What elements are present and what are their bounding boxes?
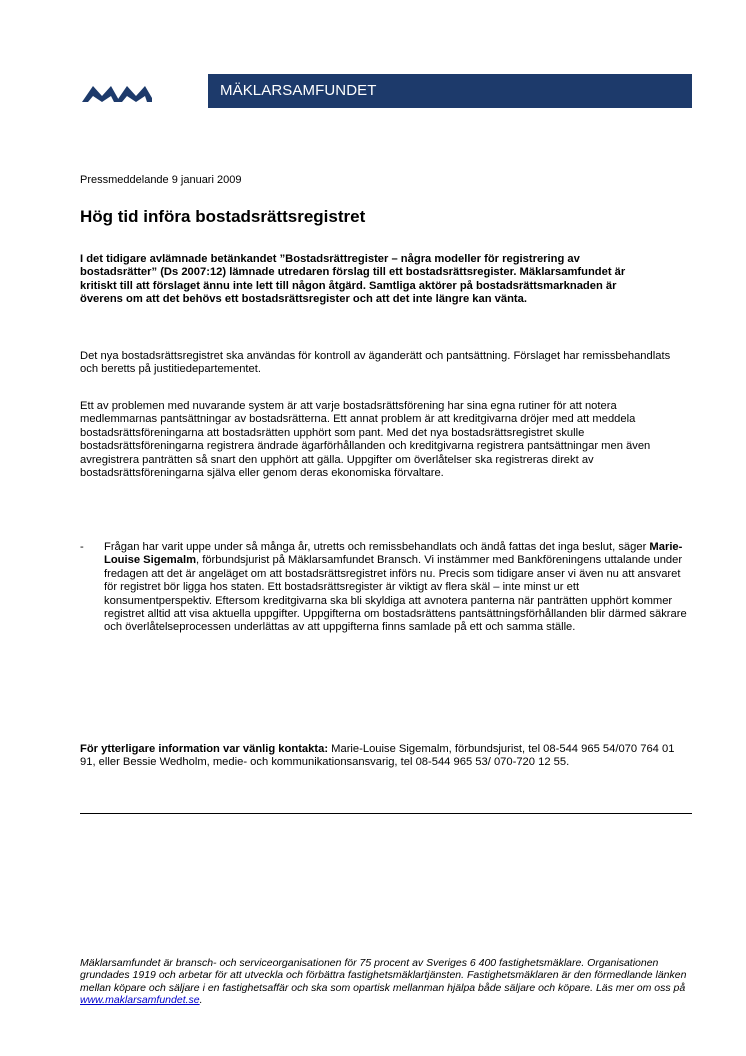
divider bbox=[80, 813, 692, 814]
footer-about bbox=[80, 957, 700, 1007]
page-title: Hög tid införa bostadsrättsregistret bbox=[80, 207, 366, 226]
press-release-date: Pressmeddelande 9 januari 2009 bbox=[80, 174, 242, 186]
quote-text-before: Frågan har varit uppe under så många år, utretts och remissbehandlats och ändå fattas det inga beslut, säger bbox=[104, 541, 650, 553]
maklarsamfundet-logo-icon bbox=[82, 84, 152, 102]
brand-bar: MÄKLARSAMFUNDET bbox=[208, 74, 692, 108]
footer-end: . bbox=[199, 994, 203, 1006]
website-link[interactable]: www.maklarsamfundet.se bbox=[80, 994, 200, 1006]
lead-paragraph: I det tidigare avlämnade betänkandet ”Bostadsrättregister – några modeller för registrering av bostadsrätter” (Ds 2007:12) lämnade utredaren förslag till ett bostadsrättsregister. Mäklarsamfundet är kritiskt till att förslaget ännu inte lett till någon åtgärd. Samtliga aktörer på bostadsrättsmarknaden är överens om att det behövs ett bostadsrättsregister och att det inte längre kan vänta. bbox=[80, 253, 626, 306]
quoted-person: Marie-Louise Sigemalm bbox=[104, 541, 683, 567]
quote-text-after: , förbundsjurist på Mäklarsamfundet Bransch. Vi instämmer med Bankföreningens uttalande under fredagen att det är angeläget om att bostadsrättsregistret införs nu. Precis som tidigare anser vi även nu att ansvaret för registret bör ligga hos staten. Ett bostadsrättsregister är viktigt av flera skäl – inte minst ur ett konsumentperspektiv. Eftersom kreditgivarna ska bli skyldiga att avnotera panterna när panträtten upphört kommer registret alltid att visa aktuella uppgifter. Uppgifterna om bostadsrättens pantsättningsförhållanden blir därmed säkrare och överlåtelseprocessen underlättas av att uppgifterna finns samlade på ett och samma ställe. bbox=[104, 554, 687, 634]
body-paragraph: Det nya bostadsrättsregistret ska användas för kontroll av äganderätt och pantsättning. Förslaget har remissbehandlats och beretts på justitiedepartementet. bbox=[80, 350, 671, 376]
quote-block bbox=[80, 541, 690, 635]
contact-info bbox=[80, 743, 680, 770]
quote-text bbox=[104, 541, 690, 635]
body-paragraph: Ett av problemen med nuvarande system är att varje bostadsrättsförening har sina egna rutiner för att notera medlemmarnas pantsättningar av bostadsrätterna. Ett annat problem är att kreditgivarna dröjer med att meddela bostadsrättsföreningarna att bostadsrätten upphört som pant. Med det nya bostadsrättsregistret skulle bostadsrättsföreningarna registrera ändrade ägarförhållanden och kreditgivarna registrera pantsättningar men även avregistrera panträtten så snart den upphört att gälla. Uppgifter om överlåtelser ska registreras direkt av bostadsrättsföreningarna själva eller genom deras ekonomiska förvaltare. bbox=[80, 400, 651, 480]
contact-text: Marie-Louise Sigemalm, förbundsjurist, tel 08-544 965 54/070 764 01 91, eller Bessie Wedholm, medie- och kommunikationsansvarig, tel 08-544 965 53/ 070-720 12 55. bbox=[80, 743, 675, 769]
quote-dash: - bbox=[80, 541, 84, 553]
footer-text: Mäklarsamfundet är bransch- och serviceorganisationen för 75 procent av Sveriges 6 400 fastighetsmäklare. Organisationen grundades 1919 och arbetar för att utveckla och förbättra fastighetsmäklartjänsten. Fastighetsmäklaren är den förmedlande länken mellan köpare och säljare i en fastighetsaffär och ska som opartisk mellanman hjälpa både säljare och köpare. Läs mer om oss på bbox=[80, 956, 687, 994]
contact-label: För ytterligare information var vänlig kontakta: bbox=[80, 743, 329, 755]
